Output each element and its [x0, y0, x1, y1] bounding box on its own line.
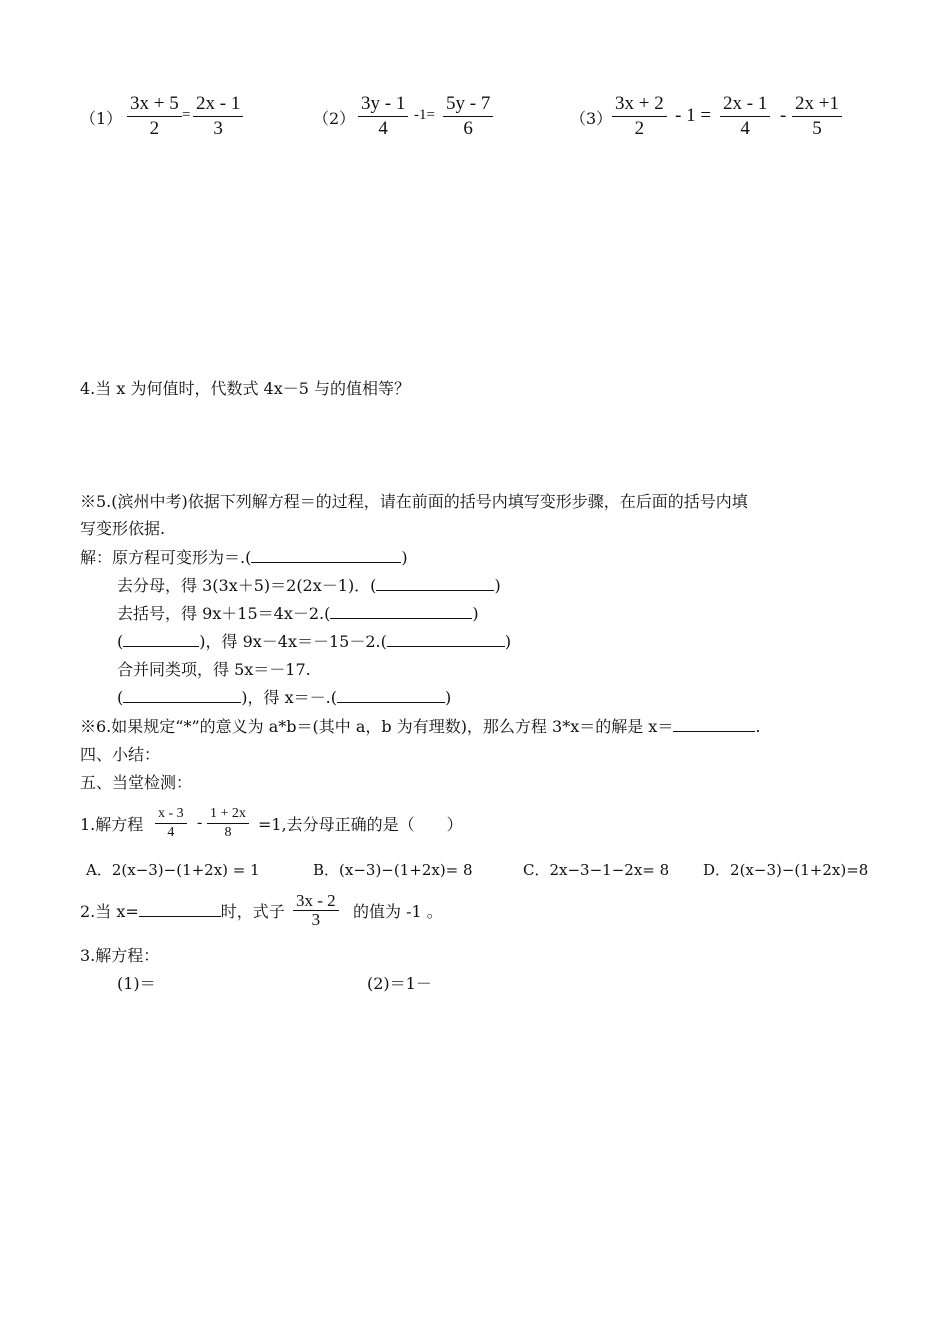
solution-step-1: 解：原方程可变形为＝.( ) [80, 548, 408, 567]
equation-label: （1） [80, 109, 123, 128]
question-6: ※6.如果规定“*”的意义为 a*b＝(其中 a，b 为有理数)，那么方程 3*x＝的解是 x＝ . [80, 717, 761, 736]
option-d[interactable]: D．2(x−3)−(1+2x)=8 [703, 861, 869, 879]
section-test: 五、当堂检测： [80, 773, 193, 792]
equation-label: （2） [313, 109, 356, 128]
equals-sign: = [182, 107, 191, 123]
option-a[interactable]: A．2(x−3)−(1+2x) = 1 [86, 861, 260, 879]
solution-step-5: 合并同类项，得 5x＝－17. [117, 660, 311, 679]
solution-step-2: 去分母，得 3(3x＋5)＝2(2x－1)．( ) [117, 576, 501, 595]
fraction: x - 3 4 [155, 805, 187, 842]
equation-label: （3） [570, 109, 613, 128]
fraction: 2x +1 5 [792, 92, 842, 141]
answer-blank[interactable] [376, 575, 494, 591]
solution-step-3: 去括号，得 9x＋15＝4x－2.( ) [117, 604, 479, 623]
answer-blank[interactable] [123, 631, 199, 647]
fraction: 5y - 7 6 [443, 92, 493, 141]
solution-step-6: ( )，得 x＝－.( ) [117, 688, 452, 707]
test-question-3-part-1: (1)＝ [117, 974, 156, 993]
fraction: 2x - 1 3 [193, 92, 243, 141]
fraction: 3x + 2 2 [612, 92, 667, 141]
question-5-line-2: 写变形依据. [80, 519, 166, 538]
test-question-3: 3.解方程： [80, 946, 160, 965]
minus-one-equals: - 1 = [675, 105, 712, 126]
test-question-3-part-2: (2)＝1－ [367, 974, 432, 993]
fraction: 3y - 1 4 [358, 92, 408, 141]
question-text: 1.解方程 [80, 815, 144, 834]
question-4: 4.当 x 为何值时，代数式 4x－5 与的值相等？ [80, 379, 411, 398]
question-text: =1,去分母正确的是（ ） [258, 815, 463, 834]
answer-blank[interactable] [337, 687, 445, 703]
fraction: 1 + 2x 8 [207, 805, 249, 842]
fraction: 3x - 2 3 [293, 892, 339, 929]
answer-blank[interactable] [139, 901, 221, 917]
question-text: 的值为 -1 。 [353, 902, 443, 921]
answer-blank[interactable] [387, 631, 505, 647]
question-5-line-1: ※5.(滨州中考)依据下列解方程＝的过程，请在前面的括号内填写变形步骤，在后面的括号内填 [80, 492, 748, 511]
answer-blank[interactable] [330, 603, 472, 619]
fraction: 2x - 1 4 [720, 92, 770, 141]
option-c[interactable]: C．2x−3−1−2x= 8 [523, 861, 670, 879]
minus-sign: - [780, 105, 787, 126]
answer-blank[interactable] [123, 687, 241, 703]
answer-blank[interactable] [673, 716, 755, 732]
minus-one-equals: -1= [414, 107, 435, 123]
answer-blank[interactable] [251, 547, 401, 563]
minus-sign: - [197, 814, 203, 831]
fraction: 3x + 5 2 [127, 92, 182, 141]
solution-step-4: ( )，得 9x－4x＝－15－2.( ) [117, 632, 512, 651]
option-b[interactable]: B．(x−3)−(1+2x)= 8 [313, 861, 473, 879]
section-summary: 四、小结： [80, 745, 161, 764]
